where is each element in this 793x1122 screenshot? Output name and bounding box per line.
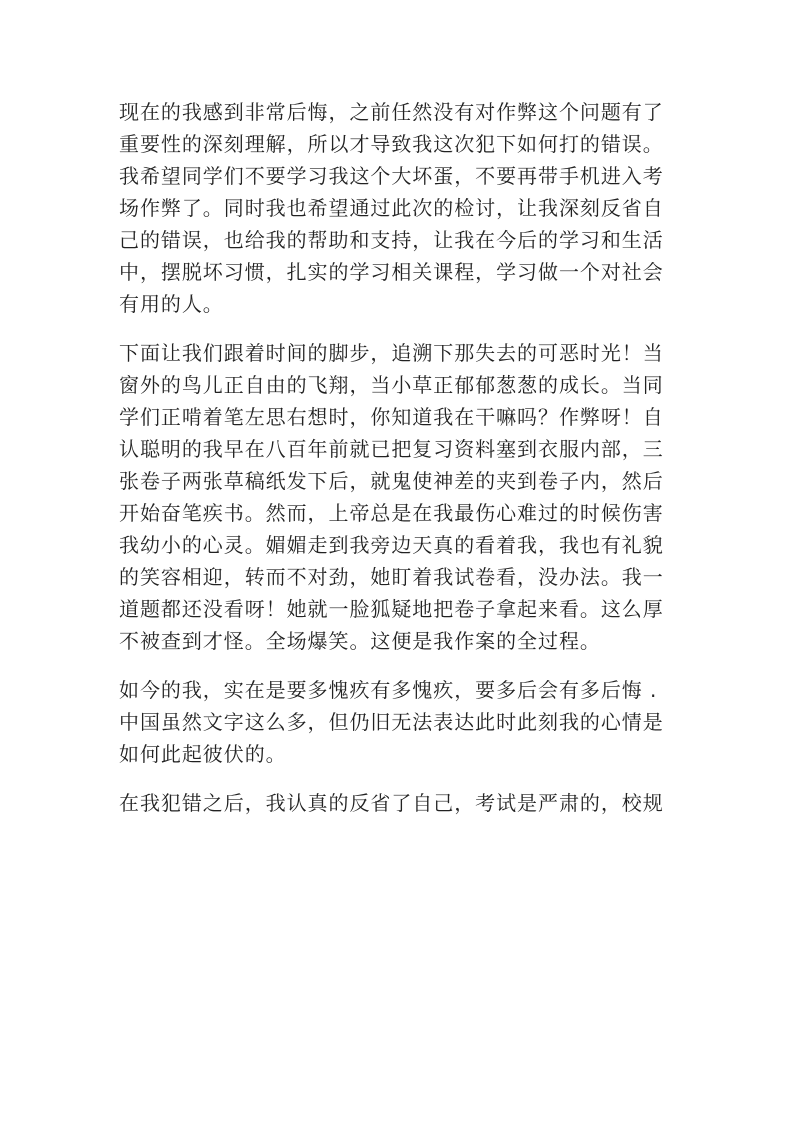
text-line: 在我犯错之后，我认真的反省了自己，考试是严肃的，校规 xyxy=(119,791,664,815)
text-line: 场作弊了。同时我也希望通过此次的检讨，让我深刻反省自 xyxy=(119,196,664,220)
text-line: 窗外的鸟儿正自由的飞翔，当小草正郁郁葱葱的成长。当同 xyxy=(119,373,664,397)
text-line: 不被查到才怪。全场爆笑。这便是我作案的全过程。 xyxy=(119,629,601,653)
text-line: 重要性的深刻理解，所以才导致我这次犯下如何打的错误。 xyxy=(119,132,664,156)
text-line: 下面让我们跟着时间的脚步，追溯下那失去的可恶时光！当 xyxy=(119,341,664,365)
text-line: 认聪明的我早在八百年前就已把复习资料塞到衣服内部，三 xyxy=(119,437,664,461)
text-line: 如何此起彼伏的。 xyxy=(119,742,287,766)
text-line: 我幼小的心灵。媚媚走到我旁边天真的看着我，我也有礼貌 xyxy=(119,533,664,557)
text-line: 张卷子两张草稿纸发下后，就鬼使神差的夹到卷子内，然后 xyxy=(119,469,664,493)
paragraph-4 xyxy=(119,787,675,819)
text-line: 现在的我感到非常后悔，之前任然没有对作弊这个问题有了 xyxy=(119,100,664,124)
paragraph-3 xyxy=(119,674,675,770)
text-line: 开始奋笔疾书。然而，上帝总是在我最伤心难过的时候伤害 xyxy=(119,501,664,525)
text-line: 己的错误，也给我的帮助和支持，让我在今后的学习和生活 xyxy=(119,228,664,252)
text-line: 中国虽然文字这么多，但仍旧无法表达此时此刻我的心情是 xyxy=(119,710,664,734)
document-body xyxy=(119,96,675,836)
text-line: 如今的我，实在是要多愧疚有多愧疚，要多后会有多后悔 . xyxy=(119,678,658,702)
text-line: 中，摆脱坏习惯，扎实的学习相关课程，学习做一个对社会 xyxy=(119,260,664,284)
text-line: 道题都还没看呀！她就一脸狐疑地把卷子拿起来看。这么厚 xyxy=(119,597,664,621)
paragraph-1 xyxy=(119,96,675,320)
text-line: 有用的人。 xyxy=(119,292,224,316)
paragraph-2 xyxy=(119,337,675,657)
text-line: 的笑容相迎，转而不对劲，她盯着我试卷看，没办法。我一 xyxy=(119,565,664,589)
text-line: 我希望同学们不要学习我这个大坏蛋，不要再带手机进入考 xyxy=(119,164,664,188)
text-line: 学们正啃着笔左思右想时，你知道我在干嘛吗？作弊呀！自 xyxy=(119,405,664,429)
